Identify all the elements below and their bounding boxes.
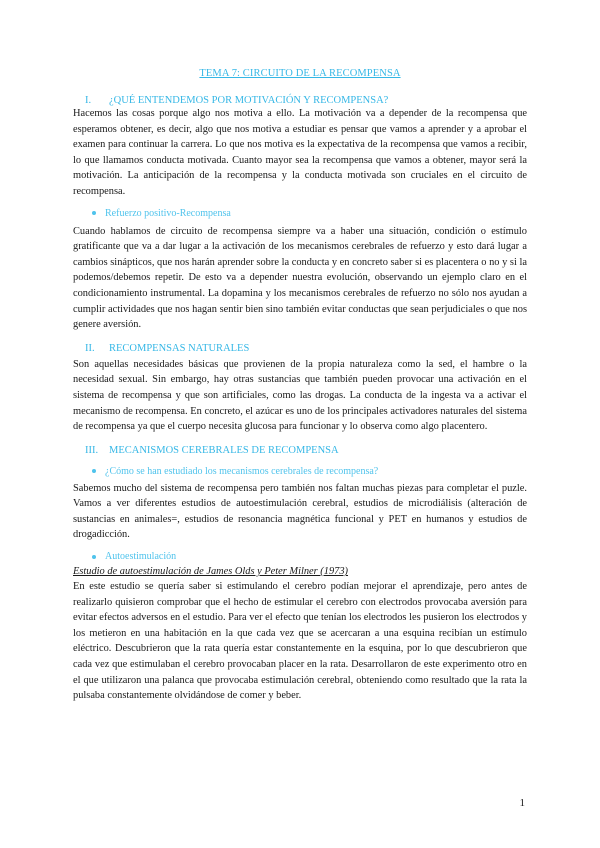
section-3-bullet-1-text: ¿Cómo se han estudiado los mecanismos cerebrales de recompensa?	[105, 465, 379, 477]
document-title: TEMA 7: CIRCUITO DE LA RECOMPENSA	[199, 68, 401, 79]
section-3-title: MECANISMOS CEREBRALES DE RECOMPENSA	[109, 444, 339, 456]
document-page	[73, 68, 527, 704]
section-1-paragraph-2: Cuando hablamos de circuito de recompensa siempre va a haber una situación, condición o estímulo gratificante que va a dar lugar a la activación de los mecanismos cerebrales de refuerzo y esto dará lugar a cambios sinápticos, que nos harán aprender sobre la conducta y en concreto saber si es placentera o no y si la podemos/debemos repetir. De esto va a depender nuestra evolución, observando un ejemplo claro en el condicionamiento instrumental. La dopamina y los mecanismos cerebrales de refuerzo no sólo nos ayudan a cumplir actividades que nos hagan sentir bien sino también evitar conductas que sean perjudiciales o que nos genere aversión.	[73, 225, 527, 331]
bullet-dot-icon	[92, 211, 96, 215]
section-1-title: ¿QUÉ ENTENDEMOS POR MOTIVACIÓN Y RECOMPENSA?	[109, 95, 389, 106]
page-number: 1	[519, 797, 525, 809]
bullet-dot-icon	[92, 469, 96, 473]
section-2-number: II.	[85, 342, 95, 354]
section-1-number: I.	[85, 95, 92, 106]
section-3-bullet-2	[73, 551, 527, 562]
section-3-bullet-1	[73, 466, 527, 477]
section-1-bullet-text: Refuerzo positivo-Recompensa	[105, 207, 231, 219]
section-3-number: III.	[85, 444, 99, 456]
section-3-heading	[73, 445, 527, 456]
section-2-title: RECOMPENSAS NATURALES	[109, 342, 250, 354]
section-2-paragraph: Son aquellas necesidades básicas que provienen de la propia naturaleza como la sed, el hambre o la necesidad sexual. Sin embargo, hay otras sustancias que también pueden provocar una activación en el sistema de recompensa y que son artificiales, como las drogas. La conducta de la ingesta va a activar el mecanismo de recompensa. En concreto, el azúcar es uno de los principales activadores naturales del sistema de recompensa ya que el cuerpo necesita glucosa para funcionar y lo observa como algo placentero.	[73, 358, 527, 433]
section-1-bullet	[73, 208, 527, 219]
study-subheading: Estudio de autoestimulación de James Olds y Peter Milner (1973)	[73, 566, 349, 578]
section-3-paragraph-2: En este estudio se quería saber si estimulando el cerebro podían mejorar el aprendizaje, pero antes de realizarlo quisieron comprobar que el hecho de estimular el cerebro con electrodos provocaba aversión para evitar efectos adversos en el estudio. Para ver el efecto que tenían los electrodos les pusieron los electrodos y los metieron en una habitación en la que cada vez que se acercaran a una esquina recibían un estímulo eléctrico. Descubrieron que la rata quería estar constantemente en la esquina, por lo que descubrieron que cada vez que estimulaban el cerebro provocaban placer en la rata. Desarrollaron de este experimento otro en el que utilizaron una palanca que provocaba estimulación cerebral, obteniendo como resultado que la rata la pulsaba constantemente olvidándose de comer y beber.	[73, 581, 527, 702]
section-3-bullet-2-text: Autoestimulación	[105, 551, 177, 563]
section-3-paragraph-1: Sabemos mucho del sistema de recompensa pero también nos faltan muchas piezas para completar el puzle. Vamos a ver diferentes estudios de autoestimulación cerebral, estudios de microdiálisis (alteración de sustancias en animales=, estudios de resonancia magnética funcional y PET en humanos y estudios de drogadicción.	[73, 482, 527, 541]
section-1-heading	[73, 95, 527, 106]
section-2-heading	[73, 343, 527, 354]
bullet-dot-icon	[92, 555, 96, 559]
section-1-paragraph: Hacemos las cosas porque algo nos motiva a ello. La motivación va a depender de la recompensa que esperamos obtener, es decir, algo que nos motiva a estudiar es pensar que vamos a aprender y a aprobar el examen para continuar la carrera. Lo que nos motiva es la expectativa de la recompensa que vamos a recibir, lo que llamamos conducta motivada. Cuanto mayor sea la recompensa que vamos a obtener, mayor será la motivación. La anticipación de la recompensa y la conducta motivada son cruciales en el circuito de recompensa.	[73, 108, 527, 197]
